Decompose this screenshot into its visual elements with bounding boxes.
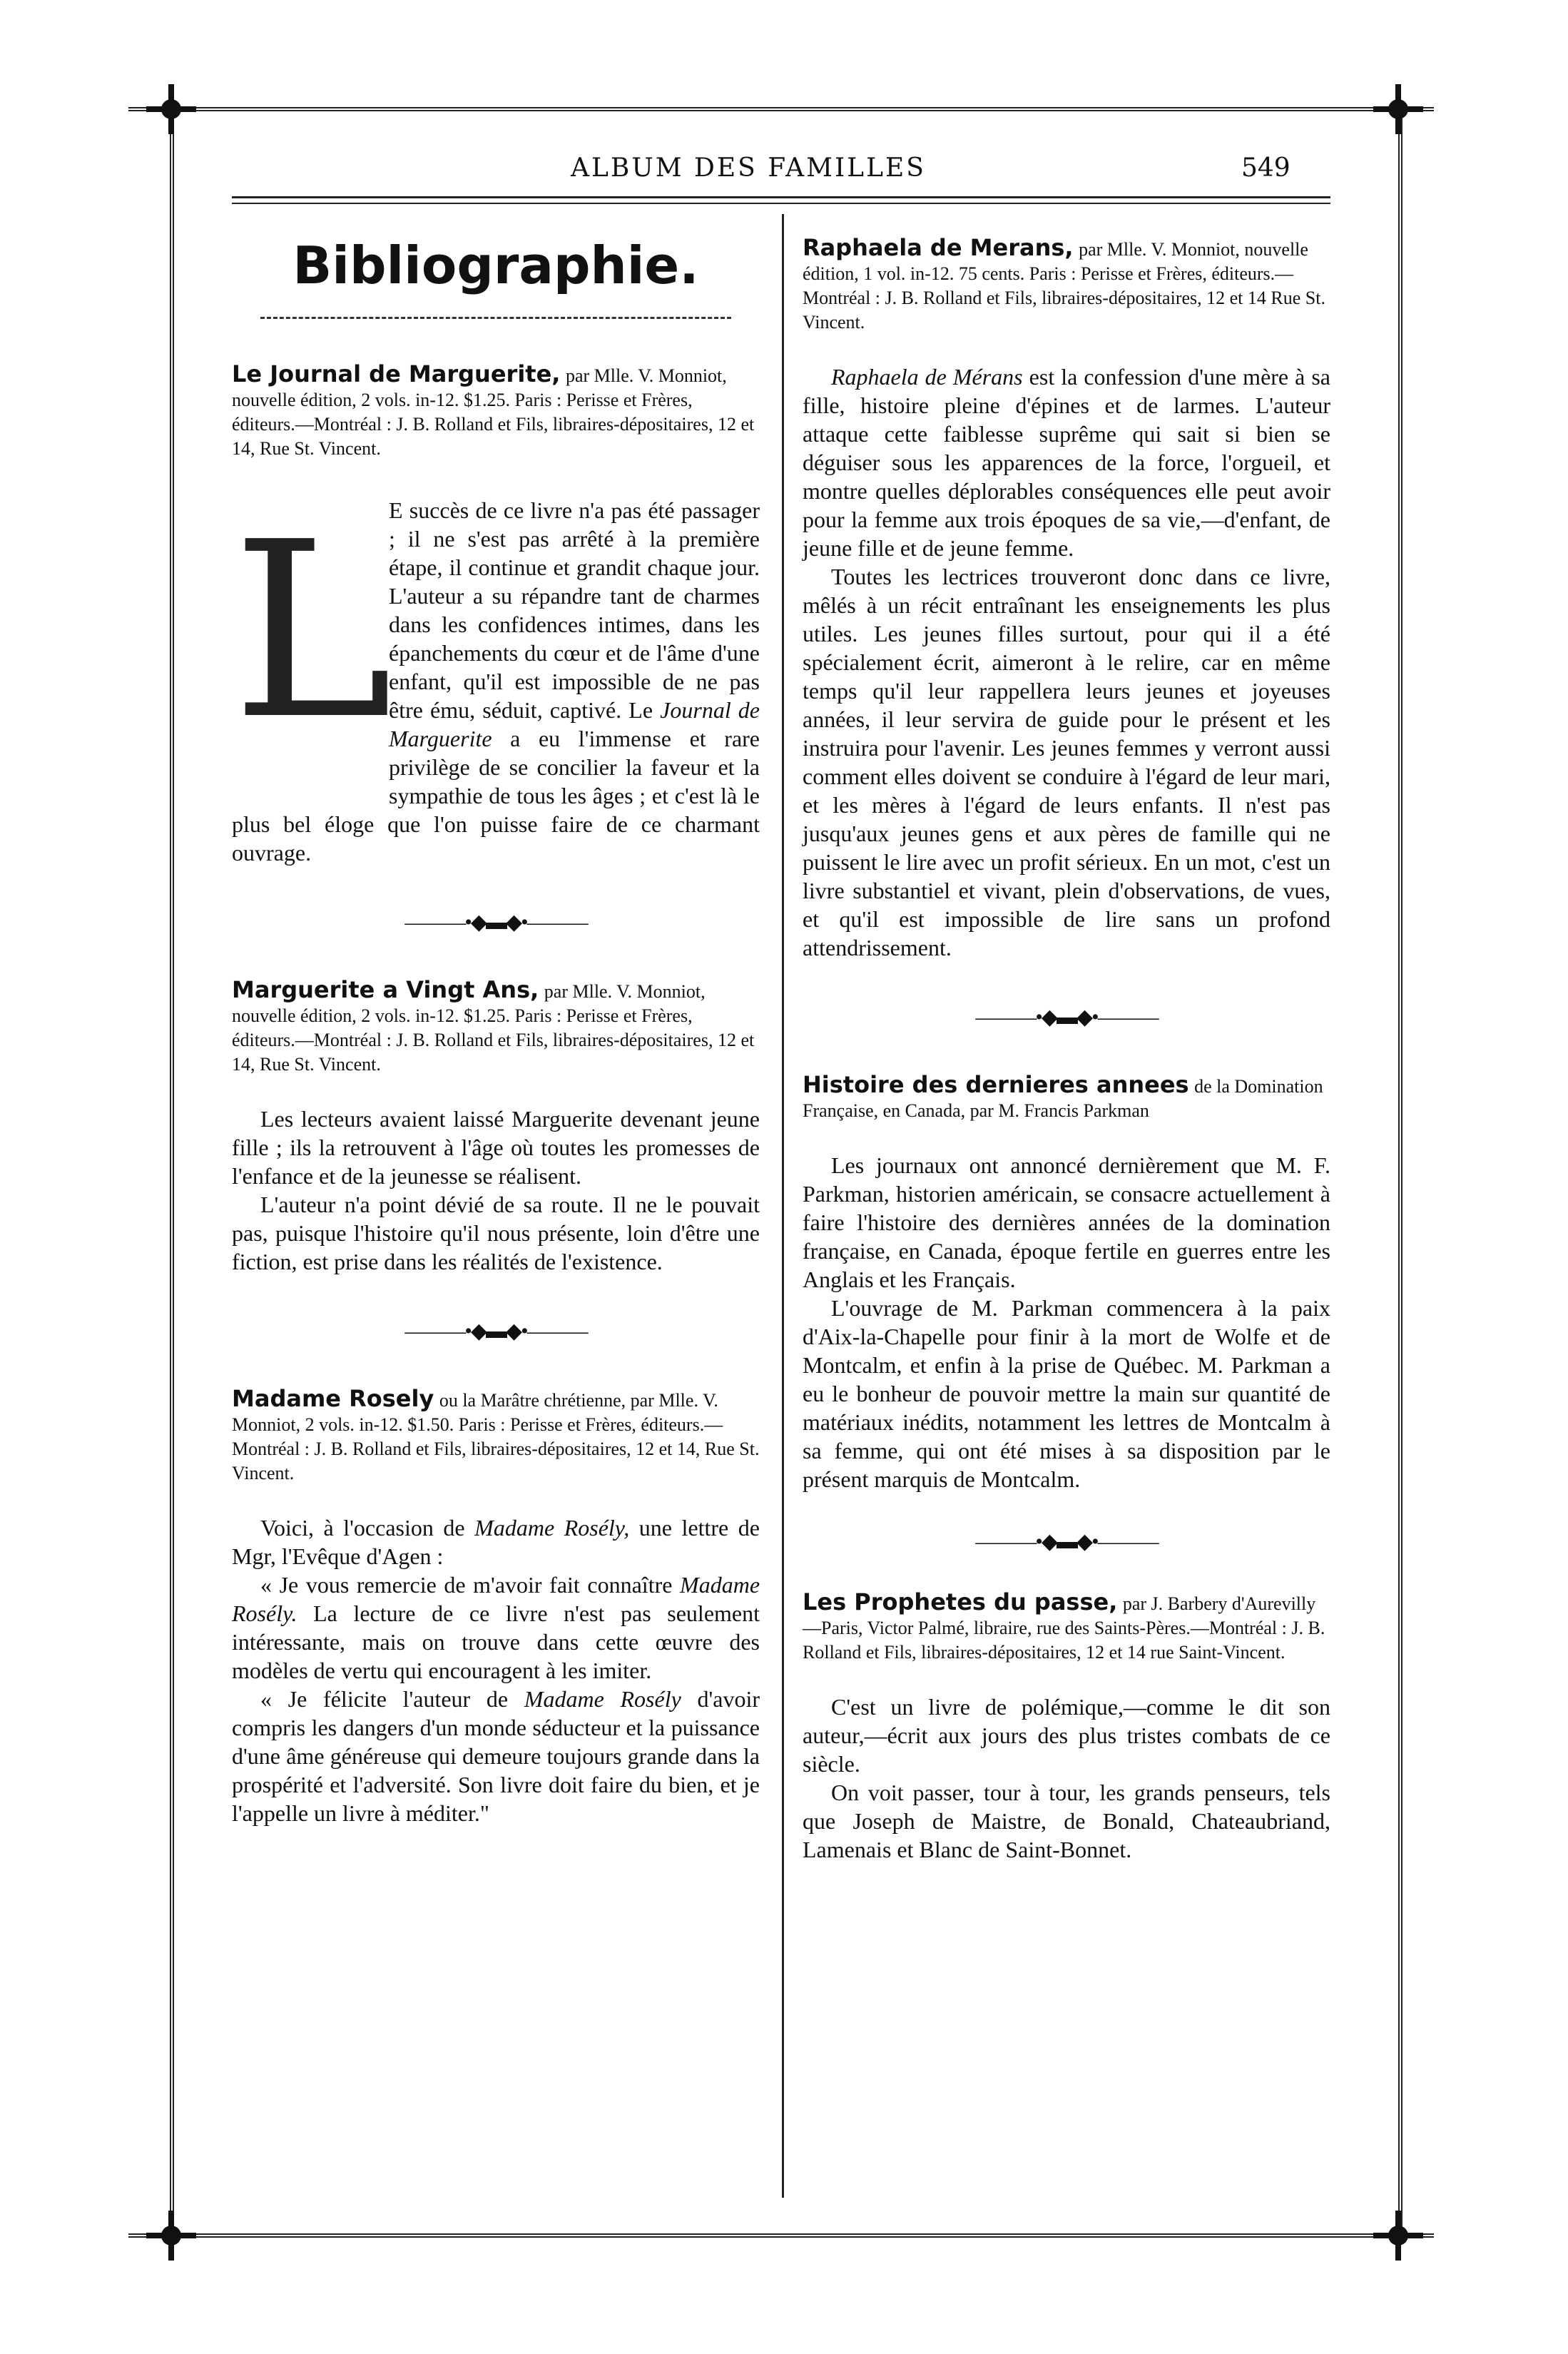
ornament-divider: ———•◆▬◆•——— — [404, 910, 587, 934]
running-header: ALBUM DES FAMILLES — [571, 153, 926, 183]
text-run: Voici, à l'occasion de — [260, 1515, 465, 1541]
publication-info: de la Domination Française, en Canada, par M. Francis Parkman — [803, 1076, 1323, 1121]
publication-info: par Mlle. V. Monniot, nouvelle édition, 1 vol. in-12. 75 cents. Paris : Perisse et Frères, éditeurs.—Montréal : J. B. Rolland et Fils, libraires-dépositaires, 12 et 14 Rue St. Vincent. — [803, 239, 1325, 333]
review-text — [803, 1693, 1330, 1864]
left-column — [232, 235, 760, 1827]
entry-heading — [803, 1072, 1330, 1122]
book-title: Marguerite a Vingt Ans, — [232, 976, 539, 1003]
review-paragraph: Les lecteurs avaient laissé Marguerite devenant jeune fille ; ils la retrouvent à l'âge où toutes les promesses de l'enfance et de la jeunesse se réalisent. — [232, 1106, 760, 1189]
text-run: « Je félicite l'auteur de — [260, 1686, 509, 1712]
bottom-border — [128, 2233, 1434, 2238]
review-paragraph — [232, 1685, 760, 1827]
ornament-divider: ———•◆▬◆•——— — [404, 1319, 587, 1343]
entry-heading — [232, 362, 760, 460]
header-rule — [232, 196, 1330, 204]
text-run: « Je vous remercie de m'avoir fait connaître — [260, 1572, 673, 1598]
review-paragraph — [232, 1571, 760, 1685]
italic-title: Journal de Marguerite — [389, 697, 760, 751]
book-title: Le Journal de Marguerite, — [232, 360, 561, 387]
italic-title: Madame Rosély, — [474, 1515, 630, 1541]
entry-heading — [803, 235, 1330, 334]
entry-heading — [232, 1386, 760, 1485]
title-rule — [260, 317, 731, 319]
review-paragraph: L'ouvrage de M. Parkman commencera à la paix d'Aix-la-Chapelle pour finir à la mort de Wolfe et de Montcalm, et enfin à la prise de Québec. M. Parkman a eu le bonheur de pouvoir mettre la main sur quantité de matériaux inédits, notamment les lettres de Montcalm à sa femme, qui ont été mises à sa disposition par le présent marquis de Montcalm. — [803, 1295, 1330, 1492]
review-paragraph — [232, 1513, 760, 1571]
review-paragraph: C'est un livre de polémique,—comme le dit son auteur,—écrit aux jours des plus tristes combats de ce siècle. — [803, 1694, 1330, 1777]
dropcap-letter: L — [232, 490, 393, 773]
text-run: est la confession d'une mère à sa fille, histoire pleine d'épines et de larmes. L'auteur attaque cette faiblesse suprême qui sait si bien se déguiser sous les apparences de la force, l'orgueil, et montre quelles déplorables conséquences elle peut avoir pour la femme aux trois époques de sa vie,—d'enfant, de jeune fille et de jeune femme. — [803, 364, 1331, 561]
text-run: d'avoir compris les dangers d'un monde séducteur et la puissance d'une âme généreuse qui demeure toujours grande dans la prospérité et l'adversité. Son livre doit faire du bien, et je l'appelle un livre à méditer." — [232, 1686, 760, 1826]
corner-ornament-icon — [146, 84, 196, 134]
publication-info: ou la Marâtre chrétienne, par Mlle. V. Monniot, 2 vols. in-12. $1.50. Paris : Perisse et Frères, éditeurs.—Montréal : J. B. Rolland et Fils, libraires-dépositaires, 12 et 14, Rue St. Vincent. — [232, 1390, 760, 1483]
top-border — [128, 107, 1434, 111]
italic-title: Madame Rosély. — [232, 1572, 760, 1626]
ornament-divider: ———•◆▬◆•——— — [975, 1005, 1158, 1029]
review-text — [803, 1151, 1330, 1493]
review-text — [232, 1105, 760, 1276]
page-number: 549 — [1241, 153, 1290, 183]
ornament-divider: ———•◆▬◆•——— — [975, 1530, 1158, 1553]
publication-info: par J. Barbery d'Aurevilly—Paris, Victor Palmé, libraire, rue des Saints-Pères.—Montréal : J. B. Rolland et Fils, libraires-dépositaires, 12 et 14 rue Saint-Vincent. — [803, 1593, 1325, 1663]
text-run: La lecture de ce livre n'est pas seulement intéressante, mais on trouve dans cette œuvre des modèles de vertu qui encouragent à les imiter. — [232, 1600, 760, 1683]
italic-title: Raphaela de Mérans — [831, 364, 1023, 390]
book-title: Histoire des dernieres annees — [803, 1071, 1189, 1098]
review-paragraph: L'auteur n'a point dévié de sa route. Il ne le pouvait pas, puisque l'histoire qu'il nous présente, loin d'être une fiction, est prise dans les réalités de l'existence. — [232, 1192, 760, 1274]
column-divider — [782, 214, 784, 2198]
book-title: Les Prophetes du passe, — [803, 1588, 1118, 1615]
publication-info: par Mlle. V. Monniot, nouvelle édition, 2 vols. in-12. $1.25. Paris : Perisse et Frères, éditeurs.—Montréal : J. B. Rolland et Fils, libraires-dépositaires, 12 et 14, Rue St. Vincent. — [232, 365, 755, 459]
corner-ornament-icon — [1373, 84, 1423, 134]
review-paragraph: Les journaux ont annoncé dernièrement que M. F. Parkman, historien américain, se consacre actuellement à faire l'histoire des dernières années de la domination française, en Canada, époque fertile en guerres entre les Anglais et les Français. — [803, 1152, 1330, 1292]
review-text — [232, 1513, 760, 1827]
corner-ornament-icon — [146, 2211, 196, 2261]
italic-title: Madame Rosély — [524, 1686, 681, 1712]
review-paragraph: Toutes les lectrices trouveront donc dans ce livre, mêlés à un récit entraînant les enseignements les plus utiles. Les jeunes filles surtout, pour qui il a été spécialement écrit, aimeront à le relire, car en même temps qu'il leur rappellera leurs jeunes et joyeuses années, il leur servira de guide pour le présent et les instruira pour l'avenir. Les jeunes femmes y verront aussi comment elles doivent se conduire à l'égard de leur mari, et les mères à l'égard de leurs enfants. Il n'est pas jusqu'aux jeunes gens et aux pères de famille qui ne puissent le lire avec un profit sérieux. En un mot, c'est un livre substantiel et vivant, plein d'observations, de vues, et qu'il est impossible de lire sans un profond attendrissement. — [803, 564, 1330, 960]
review-paragraph: E succès de ce livre n'a pas été passager ; il ne s'est pas arrêté à la première étape, il continue et grandit chaque jour. L'auteur a su répandre tant de charmes dans les confidences intimes, dans les épanchements du cœur et de l'âme d'une enfant, qu'il est impossible de ne pas être ému, séduit, captivé. Le — [389, 497, 760, 723]
text-run: une lettre de Mgr, l'Evêque d'Agen : — [232, 1515, 760, 1569]
right-column — [803, 235, 1330, 1864]
review-text — [232, 490, 760, 867]
right-border — [1398, 107, 1402, 2237]
review-paragraph: a eu l'immense et rare privilège de se concilier la faveur et la sympathie de tous les âges ; et c'est là le plus bel éloge que l'on puisse faire de ce charmant ouvrage. — [232, 726, 760, 866]
book-title: Raphaela de Merans, — [803, 234, 1074, 261]
review-paragraph: On voit passer, tour à tour, les grands penseurs, tels que Joseph de Maistre, de Bonald, Chateaubriand, Lamenais et Blanc de Saint-Bonnet. — [803, 1780, 1330, 1862]
section-title: Bibliographie. — [292, 235, 699, 295]
corner-ornament-icon — [1373, 2211, 1423, 2261]
review-text — [803, 362, 1330, 962]
left-border — [170, 107, 174, 2237]
entry-heading — [232, 978, 760, 1076]
entry-heading — [803, 1590, 1330, 1664]
book-title: Madame Rosely — [232, 1385, 434, 1412]
publication-info: par Mlle. V. Monniot, nouvelle édition, 2 vols. in-12. $1.25. Paris : Perisse et Frères, éditeurs.—Montréal : J. B. Rolland et Fils, libraires-dépositaires, 12 et 14, Rue St. Vincent. — [232, 981, 755, 1075]
review-paragraph — [803, 362, 1330, 562]
